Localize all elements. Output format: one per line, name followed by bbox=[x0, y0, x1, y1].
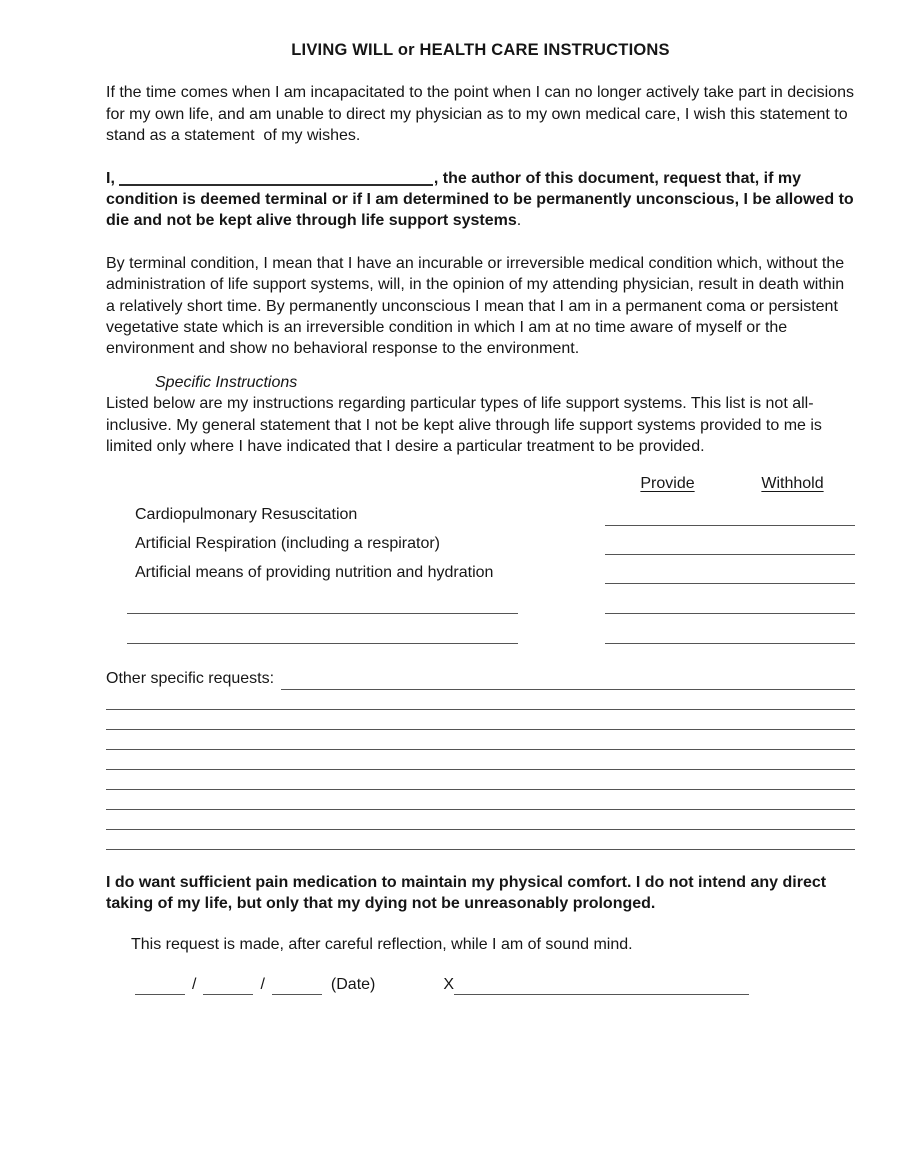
blank-writing-line[interactable] bbox=[106, 830, 855, 850]
declaration-body: , the author of this document, request that, if my condition is deemed terminal or if I am determined to be permanently unconscious, I be allowed to die and not be kept alive through life support systems bbox=[106, 169, 859, 230]
blank-writing-line[interactable] bbox=[106, 750, 855, 770]
treatment-label-nutrition: Artificial means of providing nutrition and hydration bbox=[135, 564, 494, 582]
date-year-blank[interactable] bbox=[272, 994, 322, 995]
blank-writing-line[interactable] bbox=[106, 810, 855, 830]
date-month-blank[interactable] bbox=[135, 994, 185, 995]
date-separator: / bbox=[260, 976, 265, 994]
other-requests-row bbox=[106, 670, 855, 690]
pain-medication-paragraph: I do want sufficient pain medication to maintain my physical comfort. I do not intend any direct taking of my life, but only that my dying not be unreasonably prolonged. bbox=[106, 873, 831, 912]
column-header-provide: Provide bbox=[640, 474, 695, 492]
treatment-table bbox=[106, 473, 855, 644]
date-label: (Date) bbox=[330, 976, 376, 994]
signature-blank[interactable] bbox=[454, 994, 749, 995]
treatment-label-respiration: Artificial Respiration (including a respirator) bbox=[135, 535, 441, 553]
other-requests-blank[interactable] bbox=[281, 689, 855, 690]
extra-treatment-blank[interactable] bbox=[127, 613, 518, 614]
date-day-blank[interactable] bbox=[203, 994, 253, 995]
definitions-paragraph: By terminal condition, I mean that I have an incurable or irreversible medical condition which, without the administration of life support systems, will, in the opinion of my attending physician, result in death within a relatively short time. By permanently unconscious I mean that I am in a permanent coma or persistent vegetative state which is an irreversible condition in which I am at no time aware of myself or the environment and show no behavioral response to the environment. bbox=[106, 254, 849, 358]
blank-writing-line[interactable] bbox=[106, 770, 855, 790]
blank-writing-line[interactable] bbox=[106, 730, 855, 750]
cpr-answer-blank[interactable] bbox=[605, 525, 855, 526]
sound-mind-paragraph: This request is made, after careful reflection, while I am of sound mind. bbox=[131, 936, 633, 954]
extra-treatment-answer-blank[interactable] bbox=[605, 643, 855, 644]
blank-writing-line[interactable] bbox=[106, 690, 855, 710]
specific-instructions-heading: Specific Instructions bbox=[155, 373, 298, 391]
declaration-paragraph bbox=[106, 168, 859, 232]
blank-writing-line[interactable] bbox=[106, 710, 855, 730]
extra-treatment-answer-blank[interactable] bbox=[605, 613, 855, 614]
date-separator: / bbox=[192, 976, 197, 994]
intro-paragraph: If the time comes when I am incapacitated to the point when I can no longer actively take part in decisions for my own life, and am unable to direct my physician as to my own medical care, I wish this statement to stand as a statement of my wishes. bbox=[106, 84, 859, 145]
table-row bbox=[106, 497, 855, 526]
table-row-blank bbox=[106, 614, 855, 644]
date-signature-row bbox=[135, 974, 855, 996]
extra-treatment-blank[interactable] bbox=[127, 643, 518, 644]
author-name-blank[interactable] bbox=[119, 184, 433, 186]
table-row-blank bbox=[106, 584, 855, 614]
treatment-label-cpr: Cardiopulmonary Resuscitation bbox=[135, 506, 358, 524]
declaration-period: . bbox=[516, 212, 522, 230]
other-requests-label: Other specific requests: bbox=[106, 670, 275, 688]
signature-x-label: X bbox=[443, 976, 455, 994]
column-header-withhold: Withhold bbox=[761, 474, 824, 492]
specific-instructions-paragraph: Listed below are my instructions regarding particular types of life support systems. This list is not all-inclusive. My general statement that I not be kept alive through life support systems provided to me is limited only where I have indicated that I desire a particular treatment to be provided. bbox=[106, 395, 827, 456]
other-requests-lines bbox=[106, 690, 855, 850]
nutrition-answer-blank[interactable] bbox=[605, 583, 855, 584]
treatment-table-header bbox=[106, 473, 855, 497]
document-title: LIVING WILL or HEALTH CARE INSTRUCTIONS bbox=[291, 41, 670, 59]
blank-writing-line[interactable] bbox=[106, 790, 855, 810]
table-row bbox=[106, 555, 855, 584]
table-row bbox=[106, 526, 855, 555]
declaration-prefix: I, bbox=[106, 169, 115, 187]
respiration-answer-blank[interactable] bbox=[605, 554, 855, 555]
